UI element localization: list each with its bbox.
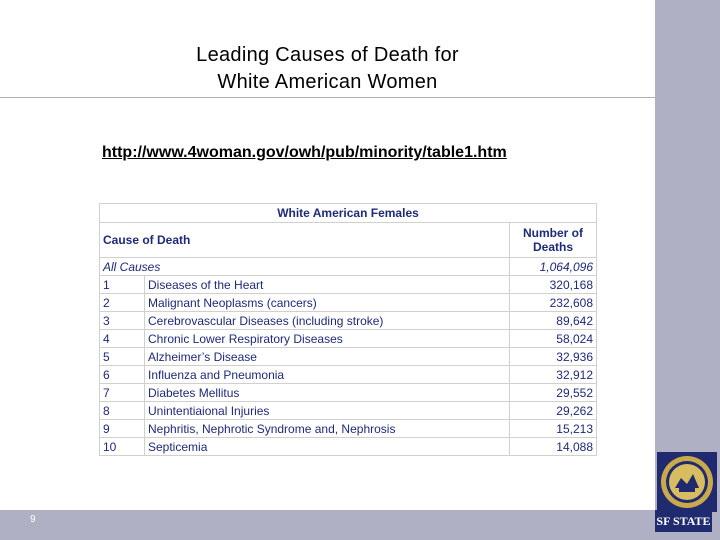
table-row	[100, 294, 597, 312]
table-row	[100, 420, 597, 438]
title-divider	[0, 97, 655, 98]
table-row	[100, 312, 597, 330]
causes-of-death-table	[99, 203, 597, 456]
row-rank: 5	[100, 348, 145, 366]
row-deaths: 14,088	[510, 438, 597, 456]
table-row	[100, 330, 597, 348]
university-seal-icon	[657, 452, 717, 512]
table-header-row	[100, 223, 597, 258]
table-row	[100, 276, 597, 294]
slide-title	[0, 42, 655, 96]
row-deaths: 32,912	[510, 366, 597, 384]
row-rank: 4	[100, 330, 145, 348]
row-deaths: 58,024	[510, 330, 597, 348]
row-rank: 2	[100, 294, 145, 312]
table-row	[100, 402, 597, 420]
row-deaths: 320,168	[510, 276, 597, 294]
sf-state-logo: SF STATE	[655, 510, 712, 532]
header-number-of-deaths	[510, 223, 597, 258]
row-deaths: 15,213	[510, 420, 597, 438]
row-cause: Diseases of the Heart	[145, 276, 510, 294]
row-deaths: 232,608	[510, 294, 597, 312]
header-number-line-1: Number of	[523, 226, 583, 240]
all-causes-value: 1,064,096	[510, 258, 597, 276]
table-row	[100, 348, 597, 366]
row-rank: 1	[100, 276, 145, 294]
row-deaths: 89,642	[510, 312, 597, 330]
row-cause: Malignant Neoplasms (cancers)	[145, 294, 510, 312]
row-rank: 8	[100, 402, 145, 420]
header-cause-of-death: Cause of Death	[100, 223, 510, 258]
row-cause: Chronic Lower Respiratory Diseases	[145, 330, 510, 348]
header-number-line-2: Deaths	[532, 240, 573, 254]
row-cause: Alzheimer’s Disease	[145, 348, 510, 366]
row-cause: Cerebrovascular Diseases (including stroke)	[145, 312, 510, 330]
page-number: 9	[30, 514, 36, 525]
all-causes-row	[100, 258, 597, 276]
row-deaths: 32,936	[510, 348, 597, 366]
source-link[interactable]: http://www.4woman.gov/owh/pub/minority/table1.htm	[102, 144, 507, 161]
row-rank: 6	[100, 366, 145, 384]
row-cause: Unintentiaional Injuries	[145, 402, 510, 420]
row-cause: Septicemia	[145, 438, 510, 456]
row-rank: 7	[100, 384, 145, 402]
all-causes-label: All Causes	[100, 258, 510, 276]
title-line-1: Leading Causes of Death for	[196, 44, 459, 66]
table-row	[100, 366, 597, 384]
table-row	[100, 438, 597, 456]
row-deaths: 29,262	[510, 402, 597, 420]
table-caption: White American Females	[100, 204, 597, 223]
title-line-2: White American Women	[217, 71, 438, 93]
row-rank: 9	[100, 420, 145, 438]
row-cause: Influenza and Pneumonia	[145, 366, 510, 384]
bottom-footer-bar	[0, 510, 720, 540]
table-caption-row	[100, 204, 597, 223]
row-deaths: 29,552	[510, 384, 597, 402]
table-row	[100, 384, 597, 402]
row-rank: 3	[100, 312, 145, 330]
row-cause: Nephritis, Nephrotic Syndrome and, Nephrosis	[145, 420, 510, 438]
row-rank: 10	[100, 438, 145, 456]
row-cause: Diabetes Mellitus	[145, 384, 510, 402]
